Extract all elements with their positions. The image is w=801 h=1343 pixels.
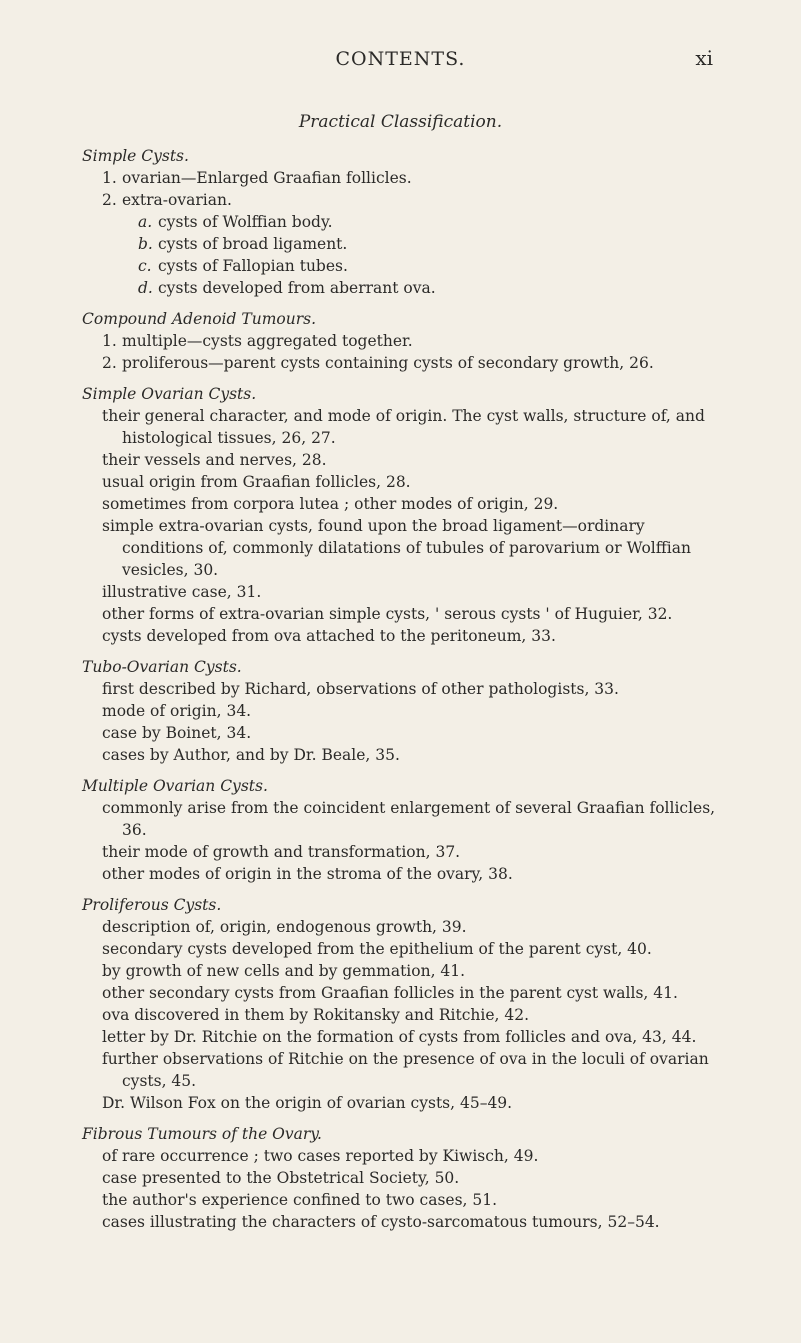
- entry-number: 1.: [102, 332, 117, 350]
- entry-text: cysts of Wolffian body.: [158, 213, 333, 231]
- contents-entry: [82, 603, 722, 625]
- entry-text: case presented to the Obstetrical Society, 50.: [102, 1169, 460, 1187]
- entry-number: b.: [138, 235, 153, 253]
- entry-text: case by Boinet, 34.: [102, 724, 252, 742]
- section: [82, 775, 722, 885]
- contents-entry: [82, 1189, 722, 1211]
- contents-entry: [82, 233, 722, 255]
- entry-number: 2.: [102, 191, 117, 209]
- entry-text: further observations of Ritchie on the presence of ova in the loculi of ovarian cysts, 45.: [102, 1050, 709, 1090]
- contents-entry: [82, 277, 722, 299]
- section-title: Simple Cysts.: [82, 147, 189, 165]
- contents-entry: [82, 352, 722, 374]
- contents-entry: [82, 625, 722, 647]
- entry-text: extra-ovarian.: [122, 191, 232, 209]
- contents-list: [82, 145, 722, 1242]
- entry-text: their vessels and nerves, 28.: [102, 451, 327, 469]
- contents-entry: [82, 960, 722, 982]
- entry-text: the author's experience confined to two cases, 51.: [102, 1191, 498, 1209]
- entry-number: 2.: [102, 354, 117, 372]
- contents-entry: [82, 167, 722, 189]
- contents-entry: [82, 471, 722, 493]
- contents-entry: [82, 744, 722, 766]
- entry-text: illustrative case, 31.: [102, 583, 262, 601]
- section: [82, 383, 722, 647]
- contents-entry: [82, 722, 722, 744]
- entry-text: multiple—cysts aggregated together.: [122, 332, 413, 350]
- entry-text: description of, origin, endogenous growth, 39.: [102, 918, 467, 936]
- contents-entry: [82, 797, 722, 841]
- contents-entry: [82, 678, 722, 700]
- entry-text: other modes of origin in the stroma of the ovary, 38.: [102, 865, 513, 883]
- contents-entry: [82, 1167, 722, 1189]
- entry-text: cysts of broad ligament.: [158, 235, 348, 253]
- entry-text: cysts developed from aberrant ova.: [158, 279, 436, 297]
- running-head: CONTENTS.: [335, 48, 466, 70]
- contents-entry: [82, 515, 722, 581]
- section-title: Fibrous Tumours of the Ovary.: [82, 1125, 322, 1143]
- entry-text: other forms of extra-ovarian simple cysts, ' serous cysts ' of Huguier, 32.: [102, 605, 673, 623]
- contents-entry: [82, 916, 722, 938]
- contents-entry: [82, 863, 722, 885]
- section: [82, 1123, 722, 1233]
- section-title: Multiple Ovarian Cysts.: [82, 777, 268, 795]
- entry-number: 1.: [102, 169, 117, 187]
- entry-text: cysts developed from ova attached to the peritoneum, 33.: [102, 627, 556, 645]
- contents-entry: [82, 189, 722, 211]
- contents-entry: [82, 449, 722, 471]
- entry-text: cases by Author, and by Dr. Beale, 35.: [102, 746, 400, 764]
- contents-entry: [82, 581, 722, 603]
- contents-entry: [82, 1026, 722, 1048]
- contents-entry: [82, 1048, 722, 1092]
- entry-text: cysts of Fallopian tubes.: [158, 257, 348, 275]
- entry-text: ova discovered in them by Rokitansky and Ritchie, 42.: [102, 1006, 530, 1024]
- entry-text: first described by Richard, observations of other pathologists, 33.: [102, 680, 619, 698]
- section-title: Tubo-Ovarian Cysts.: [82, 658, 242, 676]
- entry-number: d.: [138, 279, 153, 297]
- contents-entry: [82, 493, 722, 515]
- contents-entry: [82, 841, 722, 863]
- classification-heading: Practical Classification.: [298, 112, 503, 132]
- contents-entry: [82, 1211, 722, 1233]
- entry-text: other secondary cysts from Graafian follicles in the parent cyst walls, 41.: [102, 984, 678, 1002]
- entry-text: their mode of growth and transformation, 37.: [102, 843, 461, 861]
- entry-text: letter by Dr. Ritchie on the formation of cysts from follicles and ova, 43, 44.: [102, 1028, 697, 1046]
- entry-text: ovarian—Enlarged Graafian follicles.: [122, 169, 412, 187]
- contents-entry: [82, 982, 722, 1004]
- contents-entry: [82, 255, 722, 277]
- entry-text: cases illustrating the characters of cysto-sarcomatous tumours, 52–54.: [102, 1213, 660, 1231]
- entry-number: a.: [138, 213, 153, 231]
- contents-entry: [82, 405, 722, 449]
- contents-entry: [82, 330, 722, 352]
- page-number: xi: [695, 46, 713, 70]
- contents-entry: [82, 938, 722, 960]
- entry-text: simple extra-ovarian cysts, found upon the broad ligament—ordinary conditions of, commonly dilatations of tubules of parovarium or Wolffian vesicles, 30.: [102, 517, 691, 579]
- section: [82, 656, 722, 766]
- entry-text: sometimes from corpora lutea ; other modes of origin, 29.: [102, 495, 559, 513]
- contents-entry: [82, 211, 722, 233]
- contents-entry: [82, 1145, 722, 1167]
- entry-text: secondary cysts developed from the epithelium of the parent cyst, 40.: [102, 940, 652, 958]
- section: [82, 894, 722, 1114]
- entry-number: c.: [138, 257, 152, 275]
- section: [82, 308, 722, 374]
- section-title: Compound Adenoid Tumours.: [82, 310, 316, 328]
- entry-text: commonly arise from the coincident enlargement of several Graafian follicles, 36.: [102, 799, 716, 839]
- section-title: Simple Ovarian Cysts.: [82, 385, 257, 403]
- contents-entry: [82, 1092, 722, 1114]
- entry-text: Dr. Wilson Fox on the origin of ovarian cysts, 45–49.: [102, 1094, 513, 1112]
- section: [82, 145, 722, 299]
- entry-text: usual origin from Graafian follicles, 28.: [102, 473, 411, 491]
- entry-text: by growth of new cells and by gemmation, 41.: [102, 962, 466, 980]
- section-title: Proliferous Cysts.: [82, 896, 222, 914]
- entry-text: mode of origin, 34.: [102, 702, 252, 720]
- contents-entry: [82, 1004, 722, 1026]
- entry-text: proliferous—parent cysts containing cysts of secondary growth, 26.: [122, 354, 654, 372]
- entry-text: their general character, and mode of origin. The cyst walls, structure of, and histological tissues, 26, 27.: [102, 407, 705, 447]
- entry-text: of rare occurrence ; two cases reported by Kiwisch, 49.: [102, 1147, 539, 1165]
- contents-entry: [82, 700, 722, 722]
